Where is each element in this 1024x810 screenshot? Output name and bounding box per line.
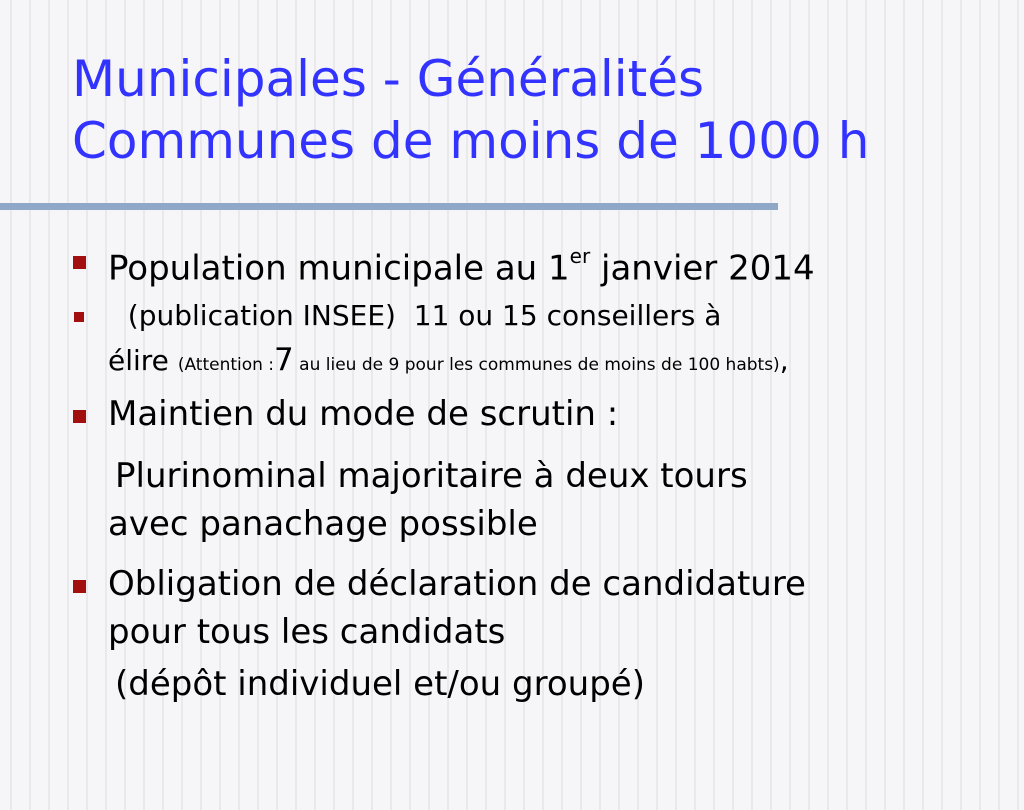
trailing-comma: , (779, 344, 789, 377)
elire-text: élire (108, 344, 178, 377)
population-text-end: janvier 2014 (590, 248, 815, 289)
bullet-square-icon (73, 580, 86, 593)
bullet-text-declaration: Obligation de déclaration de candidature (108, 564, 806, 604)
bullet-text-publication-line-1: (publication INSEE) 11 ou 15 conseillers à (110, 299, 722, 332)
bullet-square-icon (74, 312, 84, 322)
slide-title-line-2: Communes de moins de 1000 h (72, 112, 870, 170)
bullet-text-declaration-line-3: (dépôt individuel et/ou groupé) (115, 664, 645, 704)
attention-number: 7 (274, 342, 294, 378)
bullet-text-scrutin-line-2: Plurinominal majoritaire à deux tours (115, 456, 748, 496)
attention-note-prefix: (Attention : (177, 355, 275, 375)
bullet-text-scrutin: Maintien du mode de scrutin : (108, 394, 619, 434)
bullet-text-publication-line-2 (108, 340, 789, 385)
bullet-text-scrutin-line-3: avec panachage possible (108, 504, 538, 544)
population-text-start: Population municipale au 1 (108, 248, 570, 289)
bullet-text-population (108, 236, 815, 292)
bullet-text-declaration-line-2: pour tous les candidats (108, 612, 506, 652)
bullet-square-icon (73, 256, 86, 269)
slide-title-line-1: Municipales - Généralités (72, 50, 705, 108)
attention-note-rest: au lieu de 9 pour les communes de moins de 100 habts) (293, 355, 780, 375)
ordinal-superscript: er (569, 244, 591, 268)
bullet-square-icon (73, 410, 86, 423)
